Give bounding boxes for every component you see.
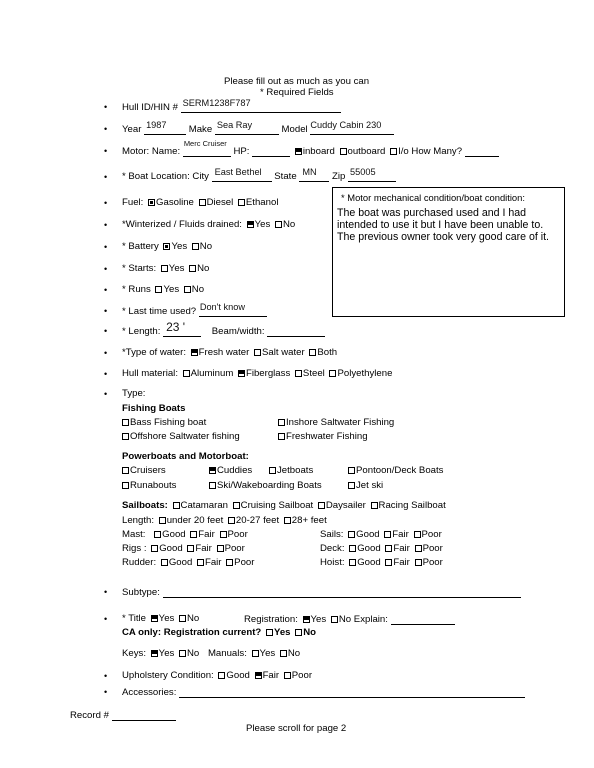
- grade-label: Poor: [227, 529, 248, 540]
- last-used-row: [122, 302, 267, 317]
- ethanol-label: Ethanol: [245, 197, 279, 208]
- hull-material-label: Hull material:: [122, 368, 178, 379]
- runabouts-label: Runabouts: [130, 480, 177, 491]
- fishing-option: [120, 431, 240, 442]
- hp-label: HP:: [233, 146, 250, 157]
- pontoon-checkbox[interactable]: [348, 467, 355, 474]
- hoist-fair-checkbox[interactable]: [385, 559, 392, 566]
- upholstery-good-checkbox[interactable]: [218, 672, 225, 679]
- record-field[interactable]: [112, 709, 176, 721]
- diesel-label: Diesel: [206, 197, 234, 208]
- sails-label: Sails:: [320, 529, 344, 540]
- record-row: [70, 709, 176, 721]
- jet-ski-label: Jet ski: [356, 480, 384, 491]
- sailboats-row: [122, 500, 446, 511]
- manuals-label: Manuals:: [207, 648, 247, 659]
- bullet: •: [104, 264, 108, 274]
- beam-field[interactable]: [267, 325, 325, 337]
- battery-yes-checkbox[interactable]: [163, 243, 170, 250]
- io-count-field[interactable]: [465, 145, 499, 157]
- cuddies-checkbox[interactable]: [209, 467, 216, 474]
- type-label: Type:: [122, 388, 146, 399]
- year-value: 1987: [146, 120, 167, 130]
- pontoon-label: Pontoon/Deck Boats: [356, 465, 444, 476]
- bullet: •: [104, 587, 108, 597]
- battery-label: * Battery: [122, 241, 159, 252]
- fiberglass-label: Fiberglass: [245, 368, 291, 379]
- registration-no-checkbox[interactable]: [331, 616, 338, 623]
- sail-length-label: Length:: [122, 515, 155, 526]
- winterized-yes-checkbox[interactable]: [247, 221, 254, 228]
- aluminum-label: Aluminum: [190, 368, 234, 379]
- bullet: •: [104, 198, 108, 208]
- cruisers-label: Cruisers: [130, 465, 166, 476]
- runabouts-checkbox[interactable]: [122, 482, 129, 489]
- condition-box[interactable]: [332, 187, 565, 317]
- grade-label: Good: [356, 529, 380, 540]
- grade-label: Good: [357, 543, 381, 554]
- grade-label: Fair: [392, 529, 409, 540]
- grade-label: Good: [168, 557, 193, 568]
- deck-fair-checkbox[interactable]: [385, 545, 392, 552]
- ca-registration-label: CA only: Registration current?: [122, 627, 262, 638]
- fuel-label: Fuel:: [122, 197, 144, 208]
- scroll-note: Please scroll for page 2: [246, 723, 347, 734]
- winterized-row: [122, 219, 295, 230]
- registration-row: [244, 613, 455, 625]
- gasoline-checkbox[interactable]: [148, 199, 155, 206]
- manuals-yes-label: Yes: [259, 648, 276, 659]
- hull-material-row: [122, 368, 392, 379]
- title-yes-label: Yes: [158, 613, 175, 624]
- starts-yes-label: Yes: [168, 263, 185, 274]
- grade-label: Poor: [234, 557, 255, 568]
- make-field[interactable]: [215, 120, 279, 135]
- gasoline-label: Gasoline: [156, 197, 194, 208]
- inboard-label: inboard: [302, 146, 335, 157]
- starts-label: * Starts:: [122, 263, 157, 274]
- sail-heading: Sailboats:: [122, 500, 168, 511]
- mast-label: Mast:: [122, 529, 146, 540]
- bullet: •: [104, 614, 108, 624]
- hoist-row: [320, 557, 443, 568]
- city-field[interactable]: [212, 167, 272, 182]
- bullet: •: [104, 172, 108, 182]
- grade-label: Fair: [198, 529, 215, 540]
- keys-yes-label: Yes: [158, 648, 175, 659]
- ethanol-checkbox[interactable]: [238, 199, 245, 206]
- outboard-label: outboard: [347, 146, 386, 157]
- grade-label: Fair: [195, 543, 212, 554]
- fishing-heading: Fishing Boats: [122, 403, 186, 414]
- outboard-checkbox[interactable]: [340, 148, 347, 155]
- cruising-sailboat-label: Cruising Sailboat: [240, 500, 314, 511]
- hp-field[interactable]: [252, 145, 290, 157]
- bullet: •: [104, 326, 108, 336]
- 20to27-checkbox[interactable]: [228, 517, 235, 524]
- year-label: Year: [122, 124, 142, 135]
- model-label: Model: [281, 124, 308, 135]
- daysailer-label: Daysailer: [325, 500, 366, 511]
- winterized-label: *Winterized / Fluids drained:: [122, 219, 242, 230]
- hull-id-field[interactable]: [181, 98, 341, 113]
- steel-label: Steel: [302, 368, 325, 379]
- beam-label: Beam/width:: [211, 326, 265, 337]
- grade-label: Good: [162, 529, 186, 540]
- grade-label: Good: [357, 557, 381, 568]
- last-used-value: Don't know: [199, 302, 245, 312]
- upholstery-good-label: Good: [226, 670, 250, 681]
- catamaran-checkbox[interactable]: [173, 502, 180, 509]
- battery-no-label: No: [199, 241, 213, 252]
- year-make-model-row: [122, 120, 394, 135]
- grade-label: Poor: [422, 557, 443, 568]
- power-option: [207, 480, 322, 491]
- freshwater-fishing-label: Freshwater Fishing: [286, 431, 368, 442]
- fishing-option: [276, 431, 368, 442]
- winterized-no-label: No: [282, 219, 296, 230]
- 28plus-checkbox[interactable]: [284, 517, 291, 524]
- bullet: •: [104, 220, 108, 230]
- fishing-option: [276, 417, 394, 428]
- fishing-option: [120, 417, 206, 428]
- rudder-row: [122, 557, 254, 568]
- runs-no-label: No: [191, 284, 205, 295]
- bullet: •: [104, 242, 108, 252]
- registration-label: Registration:: [244, 614, 298, 625]
- title-label: * Title: [122, 613, 146, 624]
- jetboats-label: Jetboats: [277, 465, 314, 476]
- racing-sailboat-checkbox[interactable]: [371, 502, 378, 509]
- bullet: •: [104, 102, 108, 112]
- starts-no-checkbox[interactable]: [189, 265, 196, 272]
- aluminum-checkbox[interactable]: [183, 370, 190, 377]
- bullet: •: [104, 306, 108, 316]
- make-value: Sea Ray: [216, 120, 253, 130]
- rigs-good-checkbox[interactable]: [151, 545, 158, 552]
- hoist-good-checkbox[interactable]: [349, 559, 356, 566]
- power-option: [346, 480, 383, 491]
- bullet: •: [104, 285, 108, 295]
- under20-checkbox[interactable]: [159, 517, 166, 524]
- power-option: [120, 465, 166, 476]
- jet-ski-checkbox[interactable]: [348, 482, 355, 489]
- last-used-field[interactable]: [199, 302, 267, 317]
- bass-checkbox[interactable]: [122, 419, 129, 426]
- offshore-label: Offshore Saltwater fishing: [130, 431, 240, 442]
- subtype-label: Subtype:: [122, 587, 160, 598]
- grade-label: Fair: [393, 543, 410, 554]
- battery-no-checkbox[interactable]: [192, 243, 199, 250]
- subtype-field[interactable]: [163, 586, 521, 598]
- rigs-label: Rigs :: [122, 543, 147, 554]
- diesel-checkbox[interactable]: [199, 199, 206, 206]
- registration-yes-checkbox[interactable]: [303, 616, 310, 623]
- grade-label: Fair: [204, 557, 222, 568]
- deck-row: [320, 543, 443, 554]
- grade-label: Poor: [421, 529, 442, 540]
- model-value: Cuddy Cabin 230: [310, 120, 382, 130]
- jetboats-checkbox[interactable]: [269, 467, 276, 474]
- registration-explain-field[interactable]: [391, 613, 455, 625]
- required-fields-note: * Required Fields: [260, 87, 334, 98]
- bass-label: Bass Fishing boat: [130, 417, 207, 428]
- keys-label: Keys:: [122, 648, 146, 659]
- length-field[interactable]: [163, 320, 201, 337]
- registration-explain-label: No Explain:: [338, 614, 388, 625]
- io-checkbox[interactable]: [390, 148, 397, 155]
- cuddies-label: Cuddies: [217, 465, 253, 476]
- manuals-yes-checkbox[interactable]: [252, 650, 259, 657]
- rudder-poor-checkbox[interactable]: [226, 559, 233, 566]
- 28plus-label: 28+ feet: [291, 515, 327, 526]
- rigs-poor-checkbox[interactable]: [217, 545, 224, 552]
- power-option: [346, 465, 443, 476]
- water-row: [122, 347, 337, 358]
- upholstery-label: Upholstery Condition:: [122, 670, 214, 681]
- upholstery-fair-label: Fair: [262, 670, 280, 681]
- bullet: •: [104, 389, 108, 399]
- racing-sailboat-label: Racing Sailboat: [378, 500, 446, 511]
- form-instructions: Please fill out as much as you can: [224, 76, 370, 87]
- state-label: State: [274, 171, 297, 182]
- 20to27-label: 20-27 feet: [235, 515, 280, 526]
- grade-label: Poor: [422, 543, 443, 554]
- last-used-label: * Last time used?: [122, 306, 197, 317]
- sails-good-checkbox[interactable]: [348, 531, 355, 538]
- deck-good-checkbox[interactable]: [349, 545, 356, 552]
- city-value: East Bethel: [214, 167, 262, 177]
- title-yes-checkbox[interactable]: [151, 615, 158, 622]
- make-label: Make: [188, 124, 213, 135]
- length-label: * Length:: [122, 326, 161, 337]
- freshwater-fishing-checkbox[interactable]: [278, 433, 285, 440]
- cruisers-checkbox[interactable]: [122, 467, 129, 474]
- sails-poor-checkbox[interactable]: [414, 531, 421, 538]
- location-label: * Boat Location: City: [122, 171, 209, 182]
- grade-label: Fair: [393, 557, 410, 568]
- hoist-label: Hoist:: [320, 557, 345, 568]
- starts-row: [122, 263, 209, 274]
- bullet: •: [104, 671, 108, 681]
- subtype-row: [122, 586, 521, 598]
- ca-no-label: No: [303, 627, 316, 638]
- inboard-checkbox[interactable]: [295, 148, 302, 155]
- sail-length-row: [122, 515, 327, 526]
- salt-water-label: Salt water: [262, 347, 305, 358]
- motor-name-field[interactable]: [183, 139, 231, 157]
- fiberglass-checkbox[interactable]: [238, 370, 245, 377]
- power-option: [267, 465, 313, 476]
- mast-row: [122, 529, 248, 540]
- bullet: •: [104, 124, 108, 134]
- length-value: 23 ': [166, 320, 186, 334]
- keys-row: [122, 648, 300, 659]
- hull-id-value: SERM1238F787: [182, 98, 251, 108]
- state-field[interactable]: [299, 167, 329, 182]
- location-row: [122, 167, 396, 182]
- keys-no-checkbox[interactable]: [179, 650, 186, 657]
- daysailer-checkbox[interactable]: [318, 502, 325, 509]
- condition-text: The boat was purchased used and I had intended to use it but I have been unable to. The previous owner took very good care of it.: [337, 207, 549, 243]
- mast-poor-checkbox[interactable]: [220, 531, 227, 538]
- offshore-checkbox[interactable]: [122, 433, 129, 440]
- runs-row: [122, 284, 204, 295]
- upholstery-poor-label: Poor: [291, 670, 313, 681]
- accessories-row: [122, 686, 525, 698]
- keys-no-label: No: [187, 648, 200, 659]
- ski-wakeboarding-label: Ski/Wakeboarding Boats: [217, 480, 322, 491]
- accessories-field[interactable]: [179, 686, 525, 698]
- motor-name-label: Name:: [151, 146, 181, 157]
- zip-label: Zip: [332, 171, 346, 182]
- runs-yes-checkbox[interactable]: [155, 286, 162, 293]
- bullet: •: [104, 146, 108, 156]
- state-value: MN: [302, 167, 317, 177]
- bullet: •: [104, 369, 108, 379]
- title-row: [122, 613, 199, 624]
- ca-registration-row: [122, 627, 316, 638]
- starts-no-label: No: [197, 263, 210, 274]
- rudder-label: Rudder:: [122, 557, 157, 568]
- fuel-row: [122, 197, 278, 208]
- rigs-fair-checkbox[interactable]: [187, 545, 194, 552]
- zip-field[interactable]: [348, 167, 396, 182]
- salt-water-checkbox[interactable]: [254, 349, 261, 356]
- bullet: •: [104, 687, 108, 697]
- winterized-no-checkbox[interactable]: [275, 221, 282, 228]
- sails-row: [320, 529, 442, 540]
- deck-poor-checkbox[interactable]: [415, 545, 422, 552]
- rudder-good-checkbox[interactable]: [161, 559, 168, 566]
- manuals-no-checkbox[interactable]: [280, 650, 287, 657]
- both-water-label: Both: [317, 347, 338, 358]
- grade-label: Good: [159, 543, 183, 554]
- under20-label: under 20 feet: [166, 515, 224, 526]
- manuals-no-label: No: [287, 648, 301, 659]
- water-label: *Type of water:: [122, 347, 186, 358]
- length-row: [122, 320, 325, 337]
- title-no-label: No: [187, 613, 200, 624]
- hoist-poor-checkbox[interactable]: [415, 559, 422, 566]
- runs-label: * Runs: [122, 284, 151, 295]
- mast-good-checkbox[interactable]: [154, 531, 161, 538]
- polyethylene-checkbox[interactable]: [329, 370, 336, 377]
- polyethylene-label: Polyethylene: [337, 368, 393, 379]
- registration-yes-label: Yes: [310, 614, 327, 625]
- steel-checkbox[interactable]: [295, 370, 302, 377]
- upholstery-fair-checkbox[interactable]: [255, 672, 262, 679]
- catamaran-label: Catamaran: [180, 500, 228, 511]
- upholstery-row: [122, 670, 312, 681]
- fresh-water-checkbox[interactable]: [191, 349, 198, 356]
- deck-label: Deck:: [320, 543, 345, 554]
- upholstery-poor-checkbox[interactable]: [284, 672, 291, 679]
- power-option: [120, 480, 176, 491]
- motor-label: Motor:: [122, 146, 150, 157]
- rigs-row: [122, 543, 245, 554]
- power-heading: Powerboats and Motorboat:: [122, 451, 249, 462]
- cruising-sailboat-checkbox[interactable]: [233, 502, 240, 509]
- ca-yes-checkbox[interactable]: [266, 629, 273, 636]
- mast-fair-checkbox[interactable]: [190, 531, 197, 538]
- inshore-label: Inshore Saltwater Fishing: [286, 417, 395, 428]
- starts-yes-checkbox[interactable]: [161, 265, 168, 272]
- motor-row: [122, 139, 499, 157]
- runs-no-checkbox[interactable]: [184, 286, 191, 293]
- ca-yes-label: Yes: [273, 627, 291, 638]
- battery-row: [122, 241, 212, 252]
- ski-wakeboarding-checkbox[interactable]: [209, 482, 216, 489]
- zip-value: 55005: [350, 167, 376, 177]
- keys-yes-checkbox[interactable]: [151, 650, 158, 657]
- both-water-checkbox[interactable]: [309, 349, 316, 356]
- runs-yes-label: Yes: [163, 284, 180, 295]
- io-label: I/o How Many?: [398, 146, 463, 157]
- winterized-yes-label: Yes: [254, 219, 271, 230]
- inshore-checkbox[interactable]: [278, 419, 285, 426]
- rudder-fair-checkbox[interactable]: [197, 559, 204, 566]
- motor-name-value: Merc Cruiser: [183, 139, 227, 148]
- sails-fair-checkbox[interactable]: [384, 531, 391, 538]
- battery-yes-label: Yes: [171, 241, 188, 252]
- title-no-checkbox[interactable]: [179, 615, 186, 622]
- bullet: •: [104, 348, 108, 358]
- accessories-label: Accessories:: [122, 687, 177, 698]
- fresh-water-label: Fresh water: [198, 347, 250, 358]
- grade-label: Poor: [224, 543, 245, 554]
- record-label: Record #: [70, 710, 109, 721]
- hull-id-row: [122, 98, 341, 113]
- ca-no-checkbox[interactable]: [295, 629, 302, 636]
- year-field[interactable]: [144, 120, 186, 135]
- model-field[interactable]: [310, 120, 394, 135]
- hull-id-label: Hull ID/HIN #: [122, 102, 178, 113]
- power-option: [207, 465, 252, 476]
- condition-title: * Motor mechanical condition/boat condition:: [341, 192, 525, 203]
